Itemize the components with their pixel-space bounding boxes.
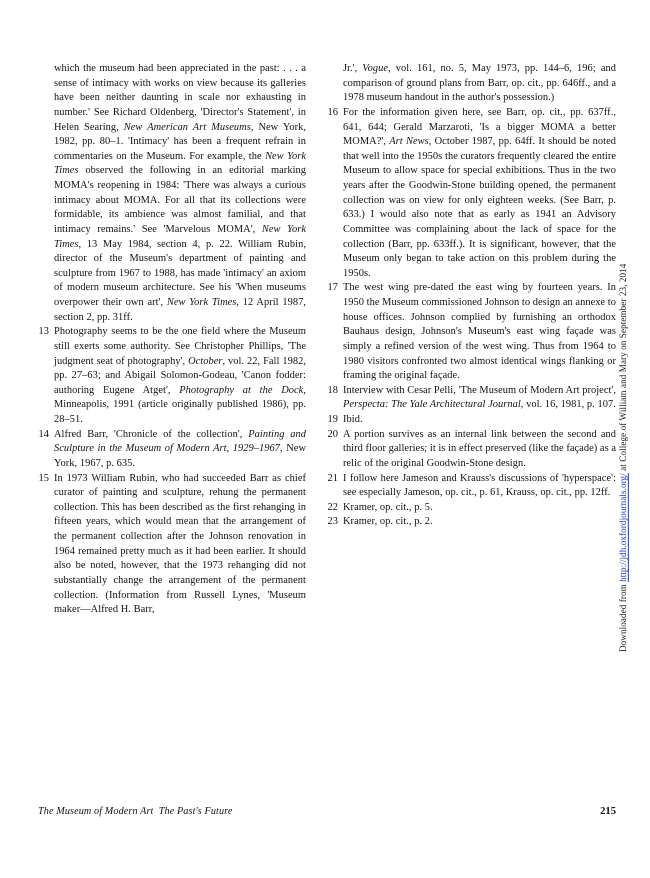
endnote-item (327, 428, 616, 472)
endnote-number: 14 (38, 428, 49, 440)
endnote-number: 23 (327, 516, 338, 528)
endnote-item (38, 428, 306, 472)
notes-column-left (38, 62, 327, 618)
endnote-text: Photography seems to be the one field where the Museum still exerts some authority. See Christopher Phillips, 'The judgment seat of photography', October, vol. 22, Fall 1982, pp. 27–63; and Abigail Solomon-Godeau, 'Canon fodder: authoring Eugene Atget', Photography at the Dock, Minneapolis, 1991 (article originally published 1986), pp. 28–51. (54, 326, 306, 425)
endnote-text: Kramer, op. cit., p. 5. (343, 501, 433, 513)
endnote-text: Ibid. (343, 414, 363, 425)
endnote-continuation (327, 62, 616, 106)
endnote-number: 22 (327, 501, 338, 513)
download-watermark (614, 222, 632, 652)
page-footer (38, 806, 616, 817)
notes-column-right (327, 62, 616, 618)
endnote-item (38, 472, 306, 618)
endnote-number: 13 (38, 326, 49, 338)
endnote-text: Jr.', Vogue, vol. 161, no. 5, May 1973, pp. 144–6, 196; and comparison of ground plans from Barr, op. cit., pp. 646ff., and a 1978 museum handout in the author's possession.) (343, 63, 616, 104)
endnote-text: The west wing pre-dated the east wing by fourteen years. In 1950 the Museum commissioned Johnson to design an annexe to house offices. Johnson complied by furnishing an orthodox Bauhaus design, Johnson's Museum's east wing façade was simply a refined version of the west wing. Thus from 1964 to 1980 visitors confronted two almost identical wings flanking or framing the original façade. (343, 282, 616, 382)
endnote-item (327, 472, 616, 501)
endnotes-area (38, 62, 616, 618)
endnote-number: 15 (38, 472, 49, 484)
endnote-text: For the information given here, see Barr, op. cit., pp. 637ff., 641, 644; Gerald Marzaroti, 'Is a bigger MOMA a better MOMA?', Art News, October 1987, pp. 64ff. It should be noted that well into the 1950s the curators frequently cleared the entire Museum to allow space for special exhibitions. Thus in the two years after the Goodwin-Stone building opened, the permanent collection was on view for only eighteen weeks. (See Barr, p. 633.) I would also note that as early as 1941 an Advisory Committee was complaining about the lack of space for the collection (Barr, pp. 633ff.). It is significant, however, that the Museum only began to take action on this problem during the 1950s. (343, 106, 616, 279)
page-number: 215 (600, 806, 616, 817)
endnote-number: 18 (327, 384, 338, 396)
endnote-number: 17 (327, 282, 338, 294)
endnote-item (327, 106, 616, 282)
endnote-text: Kramer, op. cit., p. 2. (343, 516, 433, 528)
endnote-text: I follow here Jameson and Krauss's discussions of 'hyperspace': see especially Jameson, op. cit., p. 61, Krauss, op. cit., pp. 12ff. (343, 472, 616, 499)
endnote-number: 19 (327, 414, 338, 425)
endnote-item (38, 325, 306, 427)
running-footer-title: The Museum of Modern Art The Past's Future (38, 806, 233, 817)
endnote-text: Interview with Cesar Pelli, 'The Museum of Modern Art project', Perspecta: The Yale Architectural Journal, vol. 16, 1981, p. 107. (343, 384, 616, 411)
endnote-item (327, 384, 616, 413)
endnote-continuation (38, 62, 306, 325)
download-url-link[interactable]: http://jdh.oxfordjournals.org/ (618, 473, 628, 582)
endnote-text: In 1973 William Rubin, who had succeeded Barr as chief curator of painting and sculpture, rehung the permanent collection. This has been described as the first rehanging in fifteen years, which would mean that the arrangement of the permanent collection after the Johnson renovation in 1964 remained pretty much as it had been earlier. It should also be noted, however, that the 1973 rehanging did not substantially change the arrangement of the permanent collection. (Information from Russell Lynes, 'Museum maker—Alfred H. Barr, (54, 472, 306, 616)
endnote-text: Alfred Barr, 'Chronicle of the collection', Painting and Sculpture in the Museum of Modern Art, 1929–1967, New York, 1967, p. 635. (54, 428, 306, 469)
endnote-text: A portion survives as an internal link between the second and third floor galleries; it is in effect preserved (like the façade) as a relic of the original Goodwin-Stone design. (343, 428, 616, 469)
endnote-item (327, 515, 616, 530)
endnote-text: which the museum had been appreciated in the past: . . . a sense of intimacy with works on view because its galleries have been neither daunting in scale nor exhausting in number.' See Richard Oldenberg, 'Director's Statement', in Helen Searing, New American Art Museums, New York, 1982, pp. 80–1. 'Intimacy' has been a frequent refrain in commentaries on the Museum. For example, the New York Times observed the following in an editorial marking MOMA's reopening in 1984: 'There was always a curious intimacy about MOMA. For all that its collections were formidable, its ambience was almost familial, and that intimacy remains.' See 'Marvelous MOMA', New York Times, 13 May 1984, section 4, p. 22. William Rubin, director of the Museum's department of painting and sculpture from 1967 to 1988, has made 'intimacy' an axiom of modern museum architecture. See his 'When museums overpower their own art', New York Times, 12 April 1987, section 2, pp. 31ff. (54, 63, 306, 323)
endnote-number: 21 (327, 472, 338, 484)
endnote-item (327, 281, 616, 383)
endnote-number: 20 (327, 428, 338, 440)
endnote-item (327, 501, 616, 516)
download-suffix: at College of William and Mary on September 23, 2014 (618, 263, 628, 474)
endnote-number: 16 (327, 106, 338, 118)
endnote-item (327, 413, 616, 428)
download-prefix: Downloaded from (618, 581, 628, 652)
